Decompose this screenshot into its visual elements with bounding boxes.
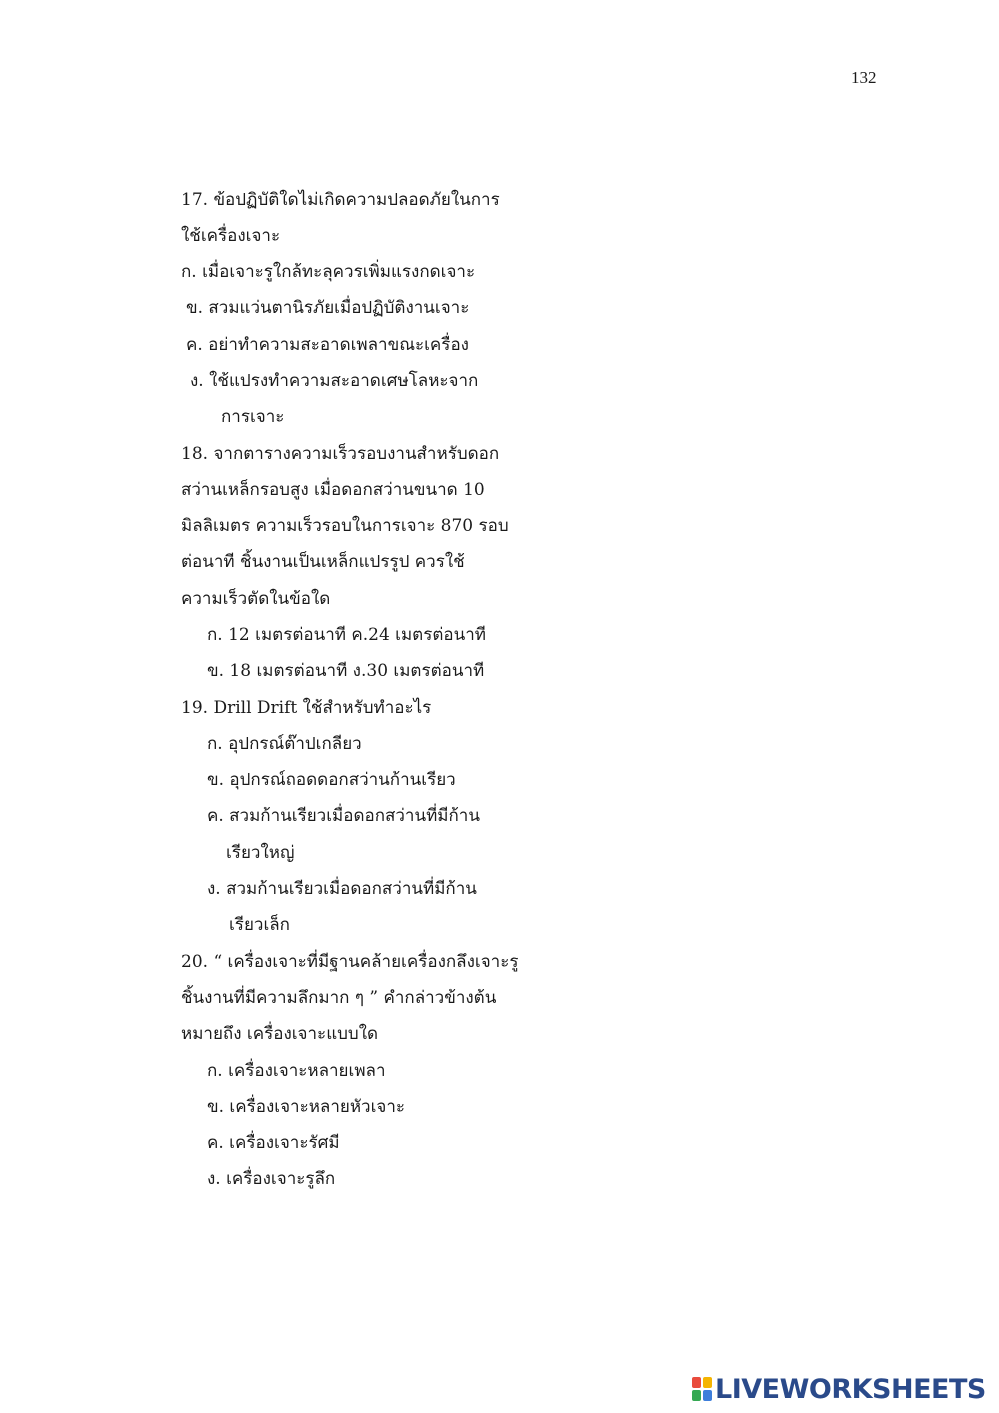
q18-options-ac: ก. 12 เมตรต่อนาที ค.24 เมตรต่อนาที <box>207 625 486 645</box>
q17-option-b: ข. สวมแว่นตานิรภัยเมื่อปฏิบัติงานเจาะ <box>186 298 470 318</box>
q18-options-bd: ข. 18 เมตรต่อนาที ง.30 เมตรต่อนาที <box>207 661 485 681</box>
q18-stem-line1: 18. จากตารางความเร็วรอบงานสำหรับดอก <box>181 444 500 464</box>
q20-stem-line2: ชิ้นงานที่มีความลึกมาก ๆ ” คำกล่าวข้างต้น <box>181 988 497 1008</box>
q20-stem-line1: 20. “ เครื่องเจาะที่มีฐานคล้ายเครื่องกลึงเจาะรู <box>181 952 519 972</box>
q18-stem-line3: มิลลิเมตร ความเร็วรอบในการเจาะ 870 รอบ <box>181 516 509 536</box>
q17-option-c: ค. อย่าทำความสะอาดเพลาขณะเครื่อง <box>186 335 469 355</box>
q20-stem-line3: หมายถึง เครื่องเจาะแบบใด <box>181 1024 379 1044</box>
q20-option-b: ข. เครื่องเจาะหลายหัวเจาะ <box>207 1097 406 1117</box>
brand-wordmark: LIVEWORKSHEETS <box>715 1373 986 1405</box>
logo-tile-red-icon <box>692 1377 701 1388</box>
q18-stem-line2: สว่านเหล็กรอบสูง เมื่อดอกสว่านขนาด 10 <box>181 480 485 500</box>
liveworksheets-logo-icon <box>692 1377 712 1401</box>
q17-stem-line1: 17. ข้อปฏิบัติใดไม่เกิดความปลอดภัยในการ <box>181 190 500 210</box>
q17-stem-line2: ใช้เครื่องเจาะ <box>181 226 281 246</box>
q20-option-d: ง. เครื่องเจาะรูลึก <box>207 1169 336 1189</box>
q17-option-a: ก. เมื่อเจาะรูใกล้ทะลุควรเพิ่มแรงกดเจาะ <box>181 262 476 282</box>
page-number: 132 <box>851 68 877 87</box>
liveworksheets-brand[interactable] <box>692 1374 986 1404</box>
q20-option-a: ก. เครื่องเจาะหลายเพลา <box>207 1061 386 1081</box>
logo-tile-blue-icon <box>703 1390 712 1401</box>
q19-option-d-cont: เรียวเล็ก <box>229 915 290 935</box>
logo-tile-green-icon <box>692 1390 701 1401</box>
q20-option-c: ค. เครื่องเจาะรัศมี <box>207 1133 340 1153</box>
q19-option-c-cont: เรียวใหญ่ <box>226 843 295 863</box>
q17-option-d: ง. ใช้แปรงทำความสะอาดเศษโลหะจาก <box>190 371 479 391</box>
logo-tile-yellow-icon <box>703 1377 712 1388</box>
q19-option-a: ก. อุปกรณ์ต๊าปเกลียว <box>207 734 362 754</box>
q18-stem-line4: ต่อนาที ชิ้นงานเป็นเหล็กแปรรูป ควรใช้ <box>181 552 465 572</box>
q19-option-b: ข. อุปกรณ์ถอดดอกสว่านก้านเรียว <box>207 770 456 790</box>
q18-stem-line5: ความเร็วตัดในข้อใด <box>181 589 331 609</box>
q19-stem: 19. Drill Drift ใช้สำหรับทำอะไร <box>181 698 432 718</box>
q19-option-c: ค. สวมก้านเรียวเมื่อดอกสว่านที่มีก้าน <box>207 806 480 826</box>
q19-option-d: ง. สวมก้านเรียวเมื่อดอกสว่านที่มีก้าน <box>207 879 477 899</box>
q17-option-d-cont: การเจาะ <box>221 407 285 427</box>
